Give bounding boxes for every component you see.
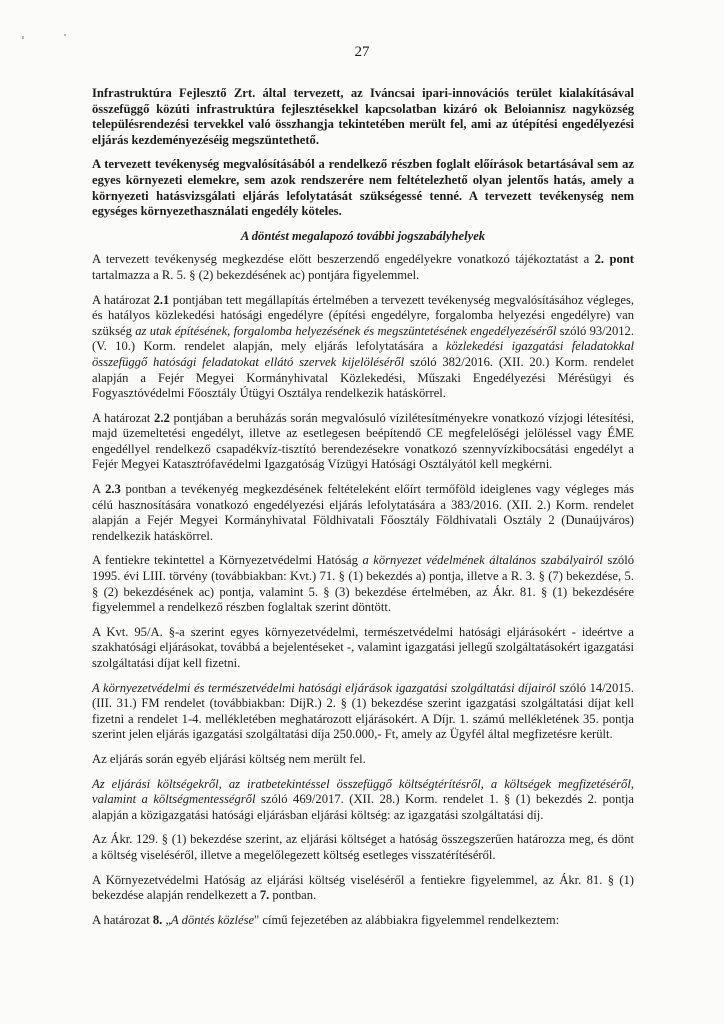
- paragraph-permits-info: A tervezett tevékenység megkezdése előtt beszerzendő engedélyekre vonatkozó tájékoztatást a 2. pont tartalmazza a R. 5. § (2) bekezdésének ac) pontjára figyelemmel.: [92, 252, 634, 282]
- paragraph-kvt-fee: A Kvt. 95/A. §-a szerint egyes környezetvédelmi, természetvédelmi hatósági eljárásokért - ideértve a szakhatósági eljárásokat, továbbá a bejelentéseket -, valamint igazgatási jellegű szolgáltatásokért igazgatási szolgáltatási díjat kell fizetni.: [92, 624, 634, 670]
- paragraph-point-2-2: A határozat 2.2 pontjában a beruházás során megvalósuló vízilétesítményekre vonatkozó vízjogi létesítési, majd üzemeltetési engedélyt, illetve az esetlegesen beépítendő CE megfelelőségi jelöléssel vagy ÉME engedéllyel rendelkező csapadékvíz-tisztító berendezésekre vonatkozó szennyvízkibocsátási engedélyt a Fejér Megyei Katasztrófavédelmi Igazgatóság Vízügyi Hatósági Osztályától kell megkérni.: [92, 410, 634, 472]
- section-heading: A döntést megalapozó további jogszabályhelyek: [240, 228, 486, 243]
- paragraph-legal-basis: A fentiekre tekintettel a Környezetvédelmi Hatóság a környezet védelmének általános szabályairól szóló 1995. évi LIII. törvény (továbbiakban: Kvt.) 71. § (1) bekezdés a) pontja, illetve a R. 3. § (7) bekezdése, 5. § (2) bekezdésének ac) pontja, valamint 5. § (3) bekezdése értelmében, az Ákr. 81. § (1) bekezdésére figyelemmel a rendelkező részben foglaltak szerint döntött.: [92, 553, 634, 615]
- paragraph-akr-129: Az Ákr. 129. § (1) bekezdése szerint, az eljárási költséget a hatóság összegszerűen határozza meg, és dönt a költség viseléséről, illetve a megelőlegezett költség esetleges visszatérítéséről.: [92, 832, 634, 862]
- scan-speck: [22, 36, 24, 39]
- paragraph-environmental-impact: A tervezett tevékenység megvalósításából a rendelkező részben foglalt előírások betartásával sem az egyes környezeti elemekre, sem azok rendszerére nem feltételezhető olyan jelentős hatás, amely a környezeti hatásvizsgálati eljárás lefolytatását szükségessé tenné. A tervezett tevékenység nem egységes környezethasználati engedély köteles.: [92, 157, 634, 219]
- page-number: 27: [354, 44, 370, 60]
- paragraph-fee-decree: A környezetvédelmi és természetvédelmi hatósági eljárások igazgatási szolgáltatási díjairól szóló 14/2015. (III. 31.) FM rendelet (továbbiakban: DíjR.) 2. § (1) bekezdése szerint igazgatási szolgáltatási díjat kell fizetni a rendelet 1-4. mellékletében meghatározott eljárásokért. A Díjr. 1. számú mellékletének 35. pontja szerint jelen eljárás igazgatási szolgáltatási díja 250.000,- Ft, amely az Ügyfél által megfizetésre került.: [92, 680, 634, 742]
- scan-speck: [64, 34, 66, 36]
- document-body: [92, 86, 634, 937]
- paragraph-point-2-3: A 2.3 pontban a tevékenyég megkezdésének feltételeként előírt termőföld ideiglenes vagy végleges más célú hasznosítására vonatkozó engedélyezési eljárás lefolytatására a 383/2016. (XII. 2.) Korm. rendelet alapján a Fejér Megyei Kormányhivatal Földhivatali Főosztály Földhivatali Osztály 2 (Dunaújváros) rendelkezik hatáskörrel.: [92, 482, 634, 543]
- paragraph-point-7: A Környezetvédelmi Hatóság az eljárási költség viseléséről a fentiekre figyelemmel, az Ákr. 81. § (1) bekezdése alapján rendelkezett a 7. pontban.: [92, 872, 634, 903]
- paragraph-point-2-1: A határozat 2.1 pontjában tett megállapítás értelmében a tervezett tevékenység megvalósításához végleges, és hatályos közlekedési hatósági engedélyre (építési engedélyre, forgalomba helyezési engedélyre) van szükség az utak építésének, forgalomba helyezésének és megszüntetésének engedélyezéséről szóló 93/2012. (V. 10.) Korm. rendelet alapján, mely eljárás lefolytatására a közlekedési igazgatási feladatokkal összefüggő hatósági feladatokat ellátó szervek kijelöléséről szóló 382/2016. (XII. 20.) Korm. rendelet alapján a Fejér Megyei Kormányhivatal Közlekedési, Műszaki Engedélyezési Mérésügyi és Fogyasztóvédelmi Főosztály Útügyi Osztálya rendelkezik hatáskörrel.: [92, 292, 635, 401]
- paragraph-decision-reason: Infrastruktúra Fejlesztő Zrt. által tervezett, az Iváncsai ipari-innovációs terület kialakításával összefüggő közúti infrastruktúra fejlesztésekkel kapcsolatban kizáró ok Beloiannisz nagyközség településrendezési tervekkel való összhangja tekintetében merült fel, ami az útépítési engedélyezési eljárás kezdeményezéséig megszüntethető.: [92, 86, 634, 147]
- paragraph-no-other-cost: Az eljárás során egyéb eljárási költség nem merült fel.: [92, 751, 366, 766]
- paragraph-cost-decree: Az eljárási költségekről, az iratbetekintéssel összefüggő költségtérítésről, a költségek megfizetéséről, valamint a költségmentességről szóló 469/2017. (XII. 28.) Korm. rendelet 1. § (1) bekezdés 2. pontja alapján a közigazgatási hatósági eljárásban eljárási költség: az igazgatási szolgáltatási díj.: [92, 776, 635, 822]
- paragraph-point-8: A határozat 8. „A döntés közlése" című fejezetében az alábbiakra figyelemmel rendelkeztem:: [92, 912, 560, 927]
